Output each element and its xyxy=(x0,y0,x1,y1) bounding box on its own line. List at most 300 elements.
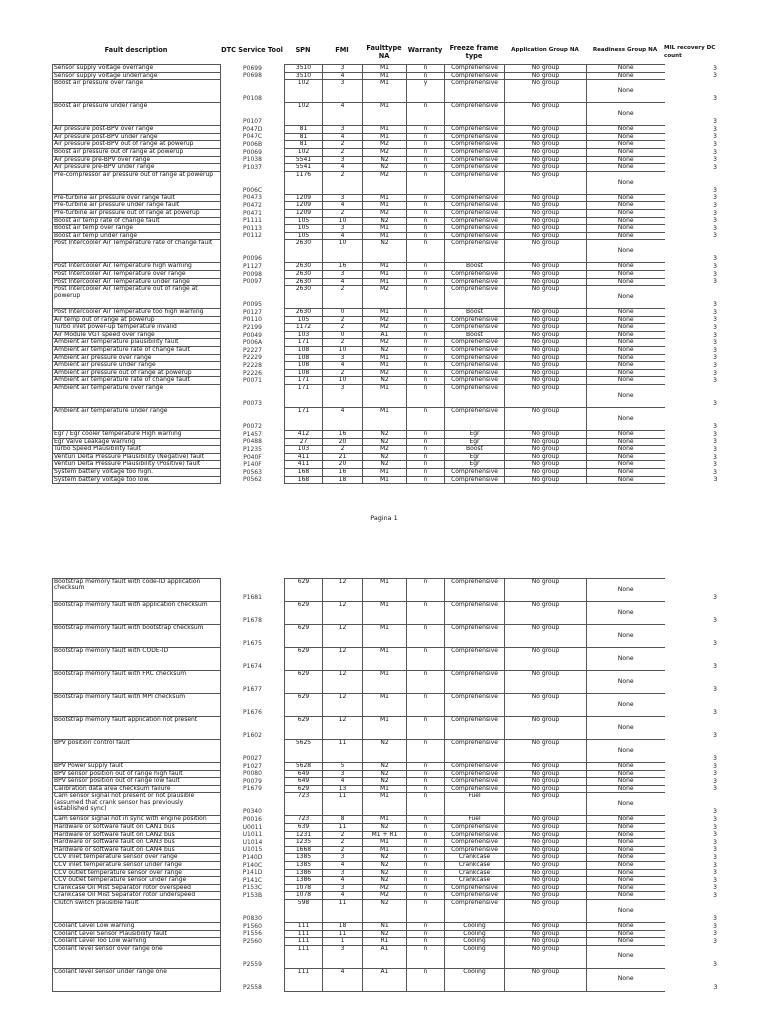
mil-recovery-cell: 3 xyxy=(713,930,717,938)
spn-cell: 171 xyxy=(285,377,323,385)
faulttype-cell: N2 xyxy=(363,377,407,385)
readiness-group-cell: None xyxy=(587,793,665,816)
fault-description-cell: BPV sensor position out of range low fault xyxy=(53,778,221,786)
faulttype-cell: M1 xyxy=(363,469,407,477)
table-row xyxy=(53,156,719,164)
fault-description-cell: System battery voltage too low. xyxy=(53,476,221,484)
spn-cell: 1231 xyxy=(285,831,323,839)
warranty-cell: n xyxy=(407,377,445,385)
table-row xyxy=(53,884,719,892)
freeze-frame-cell: Comprehensive xyxy=(445,133,505,141)
faulttype-cell: M1 xyxy=(363,126,407,134)
dtc-code-cell: P0095 xyxy=(243,301,262,309)
readiness-group-cell: None xyxy=(587,80,665,103)
spn-cell: 1386 xyxy=(285,877,323,885)
table-row xyxy=(53,453,719,461)
table-row xyxy=(53,377,719,385)
readiness-group-cell: None xyxy=(587,103,665,126)
header-dtc-service-tool: DTC Service Tool xyxy=(221,46,283,54)
warranty-cell: n xyxy=(407,461,445,469)
fault-description-cell: Hardware or software fault on CAN3 bus xyxy=(53,839,221,847)
readiness-group-cell: None xyxy=(587,861,665,869)
dtc-code-cell: P0562 xyxy=(243,476,262,484)
faulttype-cell: M1 xyxy=(363,202,407,210)
faulttype-cell: M1 xyxy=(363,793,407,816)
application-group-cell: No group xyxy=(505,831,587,839)
spn-cell: 111 xyxy=(285,922,323,930)
warranty-cell: n xyxy=(407,278,445,286)
dtc-code-cell: P153C xyxy=(242,884,263,892)
application-group-cell: No group xyxy=(505,324,587,332)
faulttype-cell: N2 xyxy=(363,240,407,263)
spn-cell: 2630 xyxy=(285,278,323,286)
table-row xyxy=(53,778,719,786)
table-row xyxy=(53,469,719,477)
mil-recovery-cell: 3 xyxy=(713,770,717,778)
fault-description-cell: Crankcase Oil Mist Separator rotor overspeed xyxy=(53,884,221,892)
application-group-cell: No group xyxy=(505,602,587,625)
fmi-cell: 10 xyxy=(323,347,363,355)
spn-cell: 108 xyxy=(285,362,323,370)
application-group-cell: No group xyxy=(505,194,587,202)
application-group-cell: No group xyxy=(505,648,587,671)
readiness-group-cell: None xyxy=(587,899,665,922)
fmi-cell: 3 xyxy=(323,65,363,73)
warranty-cell: n xyxy=(407,446,445,454)
mil-recovery-cell: 3 xyxy=(713,361,717,369)
freeze-frame-cell: Cooling xyxy=(445,930,505,938)
application-group-cell: No group xyxy=(505,171,587,194)
faulttype-cell: N1 xyxy=(363,922,407,930)
dtc-code-cell: P0097 xyxy=(243,278,262,286)
faulttype-cell: N2 xyxy=(363,763,407,771)
readiness-group-cell: None xyxy=(587,930,665,938)
fault-description-cell: System battery voltage too high. xyxy=(53,469,221,477)
mil-recovery-cell: 3 xyxy=(713,838,717,846)
dtc-code-cell: P140F xyxy=(243,461,262,469)
faulttype-cell: M1 xyxy=(363,362,407,370)
faulttype-cell: N2 xyxy=(363,778,407,786)
fault-description-cell: Ambient air temperature plausibility fault xyxy=(53,339,221,347)
freeze-frame-cell: Comprehensive xyxy=(445,362,505,370)
fault-description-cell: Pre-turbine air pressure over range fault xyxy=(53,194,221,202)
readiness-group-cell: None xyxy=(587,869,665,877)
mil-recovery-cell: 3 xyxy=(713,438,717,446)
faulttype-cell: M2 xyxy=(363,148,407,156)
warranty-cell: n xyxy=(407,839,445,847)
spn-cell: 2630 xyxy=(285,270,323,278)
dtc-code-cell: P1235 xyxy=(243,445,262,453)
dtc-code-cell: P2227 xyxy=(243,346,262,354)
application-group-cell: No group xyxy=(505,793,587,816)
mil-recovery-cell: 3 xyxy=(713,301,717,309)
spn-cell: 81 xyxy=(285,133,323,141)
mil-recovery-cell: 3 xyxy=(713,861,717,869)
fmi-cell: 3 xyxy=(323,354,363,362)
readiness-group-cell: None xyxy=(587,671,665,694)
fmi-cell: 4 xyxy=(323,133,363,141)
fault-description-cell: Ambient air temperature rate of change fault xyxy=(53,377,221,385)
application-group-cell: No group xyxy=(505,899,587,922)
dtc-code-cell: P2199 xyxy=(243,323,262,331)
freeze-frame-cell: Comprehensive xyxy=(445,270,505,278)
freeze-frame-cell: Egr xyxy=(445,461,505,469)
freeze-frame-cell: Comprehensive xyxy=(445,324,505,332)
mil-recovery-cell: 3 xyxy=(713,72,717,80)
header-mil-recovery-dc-count: MIL recovery DC count xyxy=(664,45,716,59)
application-group-cell: No group xyxy=(505,369,587,377)
faulttype-cell: M1 xyxy=(363,625,407,648)
table-row xyxy=(53,579,719,602)
spn-cell: 1209 xyxy=(285,209,323,217)
spn-cell: 108 xyxy=(285,369,323,377)
fault-description-cell: Clutch switch plausible fault xyxy=(53,899,221,922)
faulttype-cell: A1 xyxy=(363,968,407,991)
spn-cell: 103 xyxy=(285,331,323,339)
freeze-frame-cell: Comprehensive xyxy=(445,648,505,671)
fault-description-cell: Boost air pressure out of range at powerup xyxy=(53,148,221,156)
spn-cell: 105 xyxy=(285,232,323,240)
faulttype-cell: M1 xyxy=(363,278,407,286)
warranty-cell: n xyxy=(407,930,445,938)
fault-description-cell: Bootstrap memory fault application not present xyxy=(53,717,221,740)
fault-description-cell: Hardware or software fault on CAN4 bus xyxy=(53,846,221,854)
spn-cell: 5541 xyxy=(285,164,323,172)
spn-cell: 102 xyxy=(285,80,323,103)
freeze-frame-cell: Cooling xyxy=(445,922,505,930)
faulttype-cell: M1 xyxy=(363,232,407,240)
fault-description-cell: Crankcase Oil Mist Separator rotor underspeed xyxy=(53,892,221,900)
readiness-group-cell: None xyxy=(587,648,665,671)
fmi-cell: 4 xyxy=(323,72,363,80)
mil-recovery-cell: 3 xyxy=(713,453,717,461)
application-group-cell: No group xyxy=(505,740,587,763)
faulttype-cell: M1 xyxy=(363,133,407,141)
faulttype-cell: M1 xyxy=(363,839,407,847)
fault-description-cell: Bootstrap memory fault with MPI checksum xyxy=(53,694,221,717)
fault-description-cell: BPV position control fault xyxy=(53,740,221,763)
fmi-cell: 10 xyxy=(323,377,363,385)
faulttype-cell: N2 xyxy=(363,930,407,938)
freeze-frame-cell: Comprehensive xyxy=(445,316,505,324)
application-group-cell: No group xyxy=(505,469,587,477)
faulttype-cell: M1 xyxy=(363,354,407,362)
readiness-group-cell: None xyxy=(587,831,665,839)
fmi-cell: 2 xyxy=(323,141,363,149)
page-number-label: Pagina 1 xyxy=(370,514,398,522)
freeze-frame-cell: Fuel xyxy=(445,816,505,824)
fmi-cell: 5 xyxy=(323,763,363,771)
warranty-cell: n xyxy=(407,369,445,377)
fmi-cell: 10 xyxy=(323,217,363,225)
dtc-code-cell: P1678 xyxy=(243,617,262,625)
readiness-group-cell: None xyxy=(587,141,665,149)
freeze-frame-cell: Comprehensive xyxy=(445,476,505,484)
fmi-cell: 4 xyxy=(323,164,363,172)
dtc-code-cell: U1015 xyxy=(242,846,263,854)
mil-recovery-cell: 3 xyxy=(713,339,717,347)
dtc-code-cell: P153B xyxy=(242,892,263,899)
freeze-frame-cell: Comprehensive xyxy=(445,469,505,477)
fmi-cell: 2 xyxy=(323,446,363,454)
mil-recovery-cell: 3 xyxy=(713,148,717,156)
fmi-cell: 3 xyxy=(323,884,363,892)
fault-description-cell: Hardware or software fault on CAN2 bus xyxy=(53,831,221,839)
fmi-cell: 4 xyxy=(323,362,363,370)
application-group-cell: No group xyxy=(505,846,587,854)
faulttype-cell: N2 xyxy=(363,347,407,355)
application-group-cell: No group xyxy=(505,968,587,991)
mil-recovery-cell: 3 xyxy=(713,209,717,217)
fmi-cell: 3 xyxy=(323,156,363,164)
mil-recovery-cell: 3 xyxy=(713,308,717,316)
fmi-cell: 12 xyxy=(323,717,363,740)
table-row xyxy=(53,945,719,968)
fmi-cell: 12 xyxy=(323,625,363,648)
fmi-cell: 2 xyxy=(323,369,363,377)
freeze-frame-cell: Comprehensive xyxy=(445,602,505,625)
warranty-cell: n xyxy=(407,156,445,164)
freeze-frame-cell: Cooling xyxy=(445,968,505,991)
spn-cell: 171 xyxy=(285,408,323,431)
readiness-group-cell: None xyxy=(587,446,665,454)
mil-recovery-cell: 3 xyxy=(713,846,717,854)
header-fault-description: Fault description xyxy=(104,46,168,54)
freeze-frame-cell: Comprehensive xyxy=(445,194,505,202)
application-group-cell: No group xyxy=(505,453,587,461)
faulttype-cell: M2 xyxy=(363,286,407,309)
table-row xyxy=(53,141,719,149)
readiness-group-cell: None xyxy=(587,263,665,271)
header-freeze-frame-type: Freeze frame type xyxy=(449,44,499,60)
readiness-group-cell: None xyxy=(587,717,665,740)
table-row xyxy=(53,309,719,317)
mil-recovery-cell: 3 xyxy=(713,423,717,431)
spn-cell: 105 xyxy=(285,316,323,324)
application-group-cell: No group xyxy=(505,133,587,141)
fault-description-cell: Pre-turbine air pressure under range fault xyxy=(53,202,221,210)
freeze-frame-cell: Comprehensive xyxy=(445,839,505,847)
warranty-cell: n xyxy=(407,968,445,991)
mil-recovery-cell: 3 xyxy=(713,64,717,72)
application-group-cell: No group xyxy=(505,339,587,347)
readiness-group-cell: None xyxy=(587,225,665,233)
dtc-code-cell: P0488 xyxy=(243,438,262,446)
mil-recovery-cell: 3 xyxy=(713,156,717,164)
spn-cell: 411 xyxy=(285,461,323,469)
warranty-cell: n xyxy=(407,877,445,885)
readiness-group-cell: None xyxy=(587,171,665,194)
spn-cell: 629 xyxy=(285,625,323,648)
fmi-cell: 10 xyxy=(323,240,363,263)
dtc-code-cell: P0108 xyxy=(243,95,262,103)
readiness-group-cell: None xyxy=(587,408,665,431)
table-row xyxy=(53,740,719,763)
table-row xyxy=(53,225,719,233)
spn-cell: 1386 xyxy=(285,869,323,877)
table-row xyxy=(53,240,719,263)
mil-recovery-cell: 3 xyxy=(713,369,717,377)
application-group-cell: No group xyxy=(505,770,587,778)
freeze-frame-cell: Comprehensive xyxy=(445,80,505,103)
dtc-code-cell: P0127 xyxy=(243,308,262,316)
freeze-frame-cell: Comprehensive xyxy=(445,286,505,309)
fmi-cell: 3 xyxy=(323,945,363,968)
application-group-cell: No group xyxy=(505,65,587,73)
spn-cell: 1209 xyxy=(285,194,323,202)
fault-description-cell: Coolant level sensor under range one xyxy=(53,968,221,991)
dtc-code-cell: P1556 xyxy=(243,930,262,938)
mil-recovery-cell: 3 xyxy=(713,617,717,625)
spn-cell: 598 xyxy=(285,899,323,922)
mil-recovery-cell: 3 xyxy=(713,854,717,862)
table-row xyxy=(53,164,719,172)
application-group-cell: No group xyxy=(505,331,587,339)
warranty-cell: n xyxy=(407,625,445,648)
application-group-cell: No group xyxy=(505,362,587,370)
dtc-code-cell: P0027 xyxy=(243,755,262,763)
dtc-code-cell: P1027 xyxy=(243,762,262,770)
table-row xyxy=(53,80,719,103)
warranty-cell: n xyxy=(407,270,445,278)
freeze-frame-cell: Comprehensive xyxy=(445,354,505,362)
faulttype-cell: M2 xyxy=(363,316,407,324)
table-row xyxy=(53,785,719,793)
dtc-code-cell: P0016 xyxy=(243,816,262,824)
faulttype-cell: M1 xyxy=(363,717,407,740)
mil-recovery-cell: 3 xyxy=(713,461,717,469)
readiness-group-cell: None xyxy=(587,324,665,332)
dtc-code-cell: P0113 xyxy=(243,224,262,232)
faulttype-cell: M2 xyxy=(363,141,407,149)
dtc-code-cell: P1457 xyxy=(243,430,262,438)
freeze-frame-cell: Crankcase xyxy=(445,854,505,862)
fmi-cell: 2 xyxy=(323,831,363,839)
spn-cell: 629 xyxy=(285,602,323,625)
mil-recovery-cell: 3 xyxy=(713,445,717,453)
dtc-code-cell: P0110 xyxy=(243,316,262,324)
warranty-cell: n xyxy=(407,438,445,446)
freeze-frame-cell: Comprehensive xyxy=(445,899,505,922)
dtc-code-cell: P0471 xyxy=(243,209,262,217)
application-group-cell: No group xyxy=(505,763,587,771)
dtc-code-cell: P1560 xyxy=(243,922,262,930)
table-row xyxy=(53,278,719,286)
warranty-cell: n xyxy=(407,316,445,324)
warranty-cell: n xyxy=(407,309,445,317)
freeze-frame-cell: Comprehensive xyxy=(445,770,505,778)
application-group-cell: No group xyxy=(505,80,587,103)
readiness-group-cell: None xyxy=(587,209,665,217)
header-faulttype-na: Faulttype NA xyxy=(366,44,402,60)
table-row xyxy=(53,339,719,347)
readiness-group-cell: None xyxy=(587,823,665,831)
freeze-frame-cell: Comprehensive xyxy=(445,579,505,602)
fmi-cell: 4 xyxy=(323,202,363,210)
freeze-frame-cell: Comprehensive xyxy=(445,408,505,431)
fault-description-cell: Ambient air pressure out of range at powerup xyxy=(53,369,221,377)
freeze-frame-cell: Comprehensive xyxy=(445,278,505,286)
table-row xyxy=(53,369,719,377)
table-row xyxy=(53,202,719,210)
dtc-code-cell: P1111 xyxy=(243,217,262,225)
faulttype-cell: M2 xyxy=(363,171,407,194)
faulttype-cell: R1 xyxy=(363,938,407,946)
spn-cell: 629 xyxy=(285,648,323,671)
application-group-cell: No group xyxy=(505,316,587,324)
warranty-cell: n xyxy=(407,286,445,309)
mil-recovery-cell: 3 xyxy=(713,346,717,354)
warranty-cell: n xyxy=(407,164,445,172)
freeze-frame-cell: Comprehensive xyxy=(445,831,505,839)
spn-cell: 723 xyxy=(285,793,323,816)
fault-description-cell: Air pressure post-BPV under range xyxy=(53,133,221,141)
table-row xyxy=(53,770,719,778)
spn-cell: 102 xyxy=(285,148,323,156)
table-row xyxy=(53,854,719,862)
fault-description-cell: Boost air pressure over range xyxy=(53,80,221,103)
warranty-cell: n xyxy=(407,225,445,233)
readiness-group-cell: None xyxy=(587,770,665,778)
fault-description-cell: Bootstrap memory fault with FRC checksum xyxy=(53,671,221,694)
fault-description-cell: Air pressure pre-BPV over range xyxy=(53,156,221,164)
application-group-cell: No group xyxy=(505,141,587,149)
fmi-cell: 1 xyxy=(323,938,363,946)
warranty-cell: n xyxy=(407,126,445,134)
readiness-group-cell: None xyxy=(587,469,665,477)
fmi-cell: 4 xyxy=(323,408,363,431)
faulttype-cell: M1 xyxy=(363,270,407,278)
mil-recovery-cell: 3 xyxy=(713,278,717,286)
mil-recovery-cell: 3 xyxy=(713,915,717,922)
table-row xyxy=(53,148,719,156)
warranty-cell: n xyxy=(407,469,445,477)
readiness-group-cell: None xyxy=(587,278,665,286)
warranty-cell: n xyxy=(407,740,445,763)
warranty-cell: n xyxy=(407,831,445,839)
application-group-cell: No group xyxy=(505,354,587,362)
table-row xyxy=(53,671,719,694)
freeze-frame-cell: Comprehensive xyxy=(445,164,505,172)
freeze-frame-cell: Comprehensive xyxy=(445,103,505,126)
readiness-group-cell: None xyxy=(587,65,665,73)
freeze-frame-cell: Cooling xyxy=(445,945,505,968)
fault-description-cell: Cam sensor signal not in sync with engine position xyxy=(53,816,221,824)
dtc-code-cell: P2559 xyxy=(243,960,262,968)
table-row xyxy=(53,602,719,625)
fmi-cell: 3 xyxy=(323,385,363,408)
application-group-cell: No group xyxy=(505,270,587,278)
spn-cell: 1078 xyxy=(285,884,323,892)
mil-recovery-cell: 3 xyxy=(713,400,717,408)
table-row xyxy=(53,968,719,991)
spn-cell: 27 xyxy=(285,438,323,446)
freeze-frame-cell: Boost xyxy=(445,446,505,454)
freeze-frame-cell: Comprehensive xyxy=(445,65,505,73)
mil-recovery-cell: 3 xyxy=(713,133,717,141)
warranty-cell: n xyxy=(407,945,445,968)
fmi-cell: 3 xyxy=(323,770,363,778)
fmi-cell: 20 xyxy=(323,438,363,446)
spn-cell: 1078 xyxy=(285,892,323,900)
spn-cell: 3510 xyxy=(285,65,323,73)
fault-description-cell: Post Intercooler Air Temperature under range xyxy=(53,278,221,286)
spn-cell: 3510 xyxy=(285,72,323,80)
table-row xyxy=(53,648,719,671)
faulttype-cell: N2 xyxy=(363,861,407,869)
fault-description-cell: CCV outlet temperature sensor under range xyxy=(53,877,221,885)
dtc-code-cell: P047C xyxy=(242,133,263,141)
